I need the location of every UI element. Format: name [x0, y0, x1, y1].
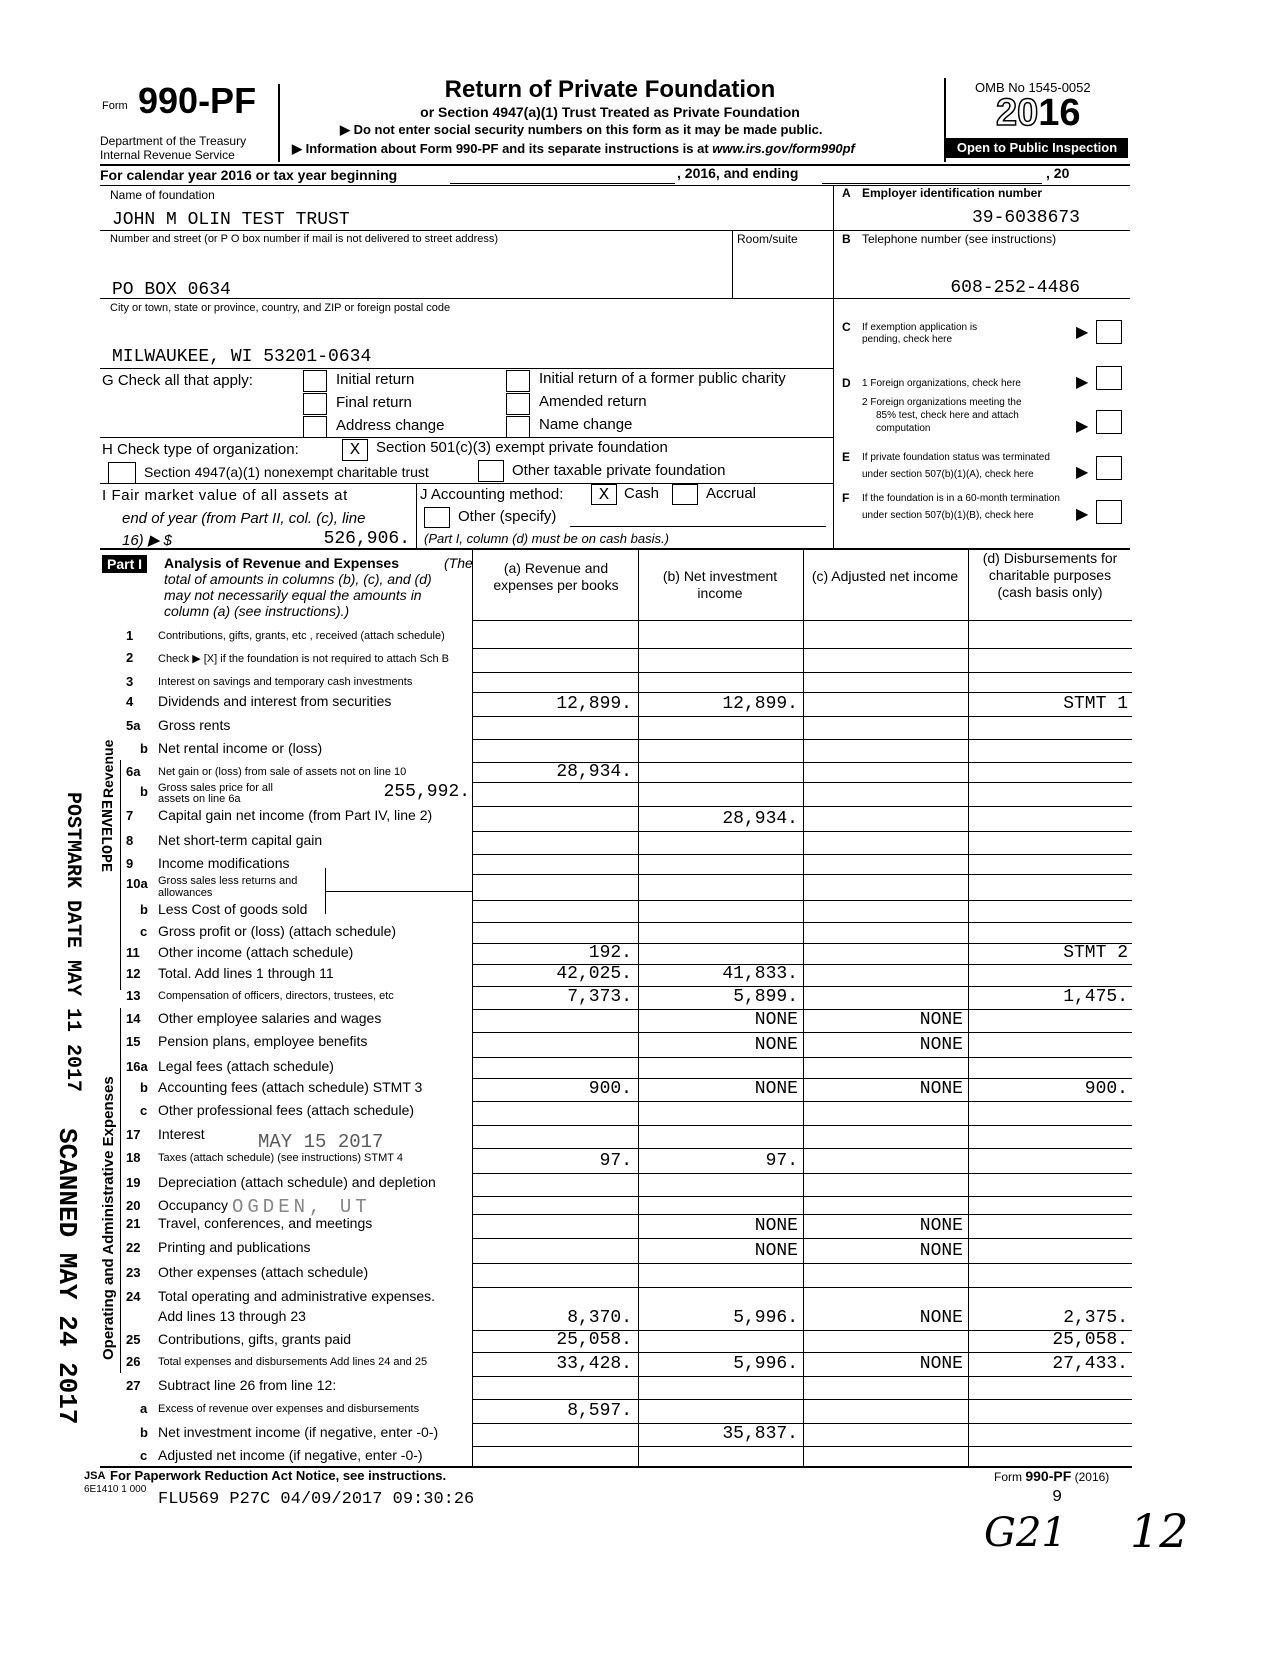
row-rule — [472, 1173, 1132, 1174]
cell-col-b: 41,833. — [722, 964, 798, 984]
line-number: 19 — [126, 1175, 141, 1190]
part1-desc-3: may not necessarily equal the amounts in — [164, 587, 422, 603]
j-accrual-label: Accrual — [706, 485, 757, 502]
i-line-1: I Fair market value of all assets at — [102, 487, 348, 504]
row-rule — [472, 1057, 1132, 1058]
side-label-expenses: Operating and Administrative Expenses — [100, 1076, 117, 1360]
row-rule — [472, 1101, 1132, 1102]
foundation-name: JOHN M OLIN TEST TRUST — [112, 210, 350, 230]
h-other-taxable-checkbox[interactable] — [478, 460, 504, 482]
row-rule — [472, 1446, 1132, 1447]
line-number: 26 — [126, 1354, 141, 1369]
cell-col-d: 27,433. — [1052, 1354, 1128, 1374]
g-name-change-checkbox[interactable] — [506, 416, 530, 438]
line-label: Other expenses (attach schedule) — [158, 1264, 369, 1280]
line-number: 4 — [126, 694, 134, 709]
d2-label-3: computation — [876, 423, 931, 434]
line-number: b — [140, 1080, 148, 1095]
line-number: 5a — [126, 718, 141, 733]
c-label-1: If exemption application is — [862, 322, 978, 333]
line-label: Other income (attach schedule) — [158, 944, 354, 960]
line-number: b — [140, 784, 148, 799]
cell-col-c: NONE — [919, 1079, 963, 1099]
line-number: c — [140, 924, 148, 939]
c-letter: C — [842, 320, 851, 334]
foundation-name-label: Name of foundation — [110, 188, 215, 202]
omb-number: OMB No 1545-0052 — [975, 80, 1091, 95]
g-label: G Check all that apply: — [102, 372, 253, 389]
cell-col-b: 12,899. — [722, 694, 798, 714]
twenty-label: , 20 — [1046, 165, 1070, 181]
col-c-header: (c) Adjusted net income — [811, 568, 959, 584]
line-label: Interest — [158, 1126, 205, 1142]
f-arrow: ▶ — [1076, 506, 1089, 523]
d1-arrow: ▶ — [1076, 374, 1089, 391]
j-label: J Accounting method: — [420, 486, 564, 503]
d-letter: D — [842, 376, 851, 390]
g-former-charity-checkbox[interactable] — [506, 370, 530, 392]
j-cash-checkbox[interactable]: X — [591, 484, 617, 505]
ein-label: Employer identification number — [862, 186, 1043, 200]
handwritten-mark-1: G21 — [984, 1510, 1067, 1556]
row-rule — [472, 1238, 1132, 1239]
col-d-header: (d) Disbursements for charitable purposes (cash basis only) — [982, 550, 1118, 600]
line-label: Total expenses and disbursements Add lines 24 and 25 — [158, 1356, 428, 1368]
line-number: 17 — [126, 1127, 141, 1142]
cell-col-d: 2,375. — [1063, 1308, 1128, 1328]
line-number: 23 — [126, 1265, 141, 1280]
row-rule — [472, 1376, 1132, 1377]
cell-col-b: NONE — [754, 1079, 798, 1099]
row-rule — [472, 1423, 1132, 1424]
cell-col-a: 192. — [588, 943, 632, 963]
row-rule — [472, 922, 1132, 923]
line-number: 15 — [126, 1034, 141, 1049]
row-rule — [472, 1148, 1132, 1149]
g-former-charity-label: Initial return of a former public charity — [539, 370, 786, 387]
irs-label: Internal Revenue Service — [100, 148, 235, 162]
f-letter: F — [842, 491, 850, 505]
row-rule — [472, 831, 1132, 832]
line-number: 27 — [126, 1378, 141, 1393]
g-address-change-label: Address change — [336, 417, 445, 434]
paperwork-notice: For Paperwork Reduction Act Notice, see instructions. — [110, 1468, 447, 1483]
line-number: 16a — [126, 1059, 148, 1074]
footer-form-year: (2016) — [1074, 1470, 1110, 1484]
cell-col-b: NONE — [754, 1216, 798, 1236]
line-label: Contributions, gifts, grants paid — [158, 1331, 351, 1347]
line-label: Total operating and administrative expenses. — [158, 1288, 436, 1304]
line-label: Gross sales price for all assets on line 6a — [158, 783, 273, 805]
h-4947-label: Section 4947(a)(1) nonexempt charitable trust — [144, 464, 429, 480]
jsa-label: JSA — [84, 1470, 106, 1482]
g-initial-return-checkbox[interactable] — [303, 370, 327, 392]
ein-value: 39-6038673 — [971, 208, 1080, 228]
row-rule — [472, 1214, 1132, 1215]
f-label-1: If the foundation is in a 60-month termination — [862, 493, 1060, 504]
row-rule — [472, 739, 1132, 740]
line-number: 6a — [126, 764, 141, 779]
line-number: 18 — [126, 1150, 141, 1165]
line-label: Compensation of officers, directors, trustees, etc — [158, 990, 394, 1002]
batch-stamp: FLU569 P27C 04/09/2017 09:30:26 — [158, 1490, 475, 1509]
g-amended-return-label: Amended return — [539, 393, 647, 410]
line-label: Less Cost of goods sold — [158, 901, 308, 917]
line-label: Printing and publications — [158, 1239, 311, 1255]
row-rule — [472, 1352, 1132, 1353]
cell-col-a: 900. — [588, 1079, 632, 1099]
cell-col-a: 33,428. — [556, 1354, 632, 1374]
cell-col-a: 8,370. — [567, 1308, 632, 1328]
c-label-2: pending, check here — [862, 334, 953, 345]
h-501c3-checkbox[interactable]: X — [342, 439, 368, 461]
part1-desc-2: total of amounts in columns (b), (c), and (d) — [164, 571, 432, 587]
row-rule — [472, 648, 1132, 649]
calendar-year-label: For calendar year 2016 or tax year beginning — [100, 167, 398, 183]
g-amended-return-checkbox[interactable] — [506, 393, 530, 415]
i-line-3: 16) ▶ $ — [122, 532, 172, 549]
tax-year — [996, 92, 1081, 134]
line-number: 14 — [126, 1011, 141, 1026]
line-label: Legal fees (attach schedule) — [158, 1058, 334, 1074]
line-label: Dividends and interest from securities — [158, 693, 392, 709]
d2-arrow: ▶ — [1076, 418, 1089, 435]
line-label: Accounting fees (attach schedule) STMT 3 — [158, 1079, 423, 1095]
received-stamp: MAY 15 2017 — [258, 1131, 384, 1153]
info-notice-text: ▶ Information about Form 990-PF and its separate instructions is at — [292, 141, 713, 156]
row-rule — [472, 1196, 1132, 1197]
line-number: c — [140, 1448, 148, 1463]
room-suite-label: Room/suite — [737, 232, 798, 246]
line-number: 9 — [126, 856, 134, 871]
line-number: 25 — [126, 1332, 141, 1347]
j-other-label: Other (specify) — [458, 508, 557, 525]
line-number: 1 — [126, 628, 134, 643]
j-cash-basis-note: (Part I, column (d) must be on cash basis.) — [424, 531, 669, 546]
e-letter: E — [842, 450, 851, 464]
f-60month-checkbox[interactable] — [1096, 500, 1122, 524]
footer-form-num: 990-PF — [1025, 1468, 1072, 1484]
ssn-notice: ▶ Do not enter social security numbers on this form as it may be made public. — [340, 122, 823, 137]
row-rule — [472, 1263, 1132, 1264]
row-rule — [472, 1009, 1132, 1010]
row-rule — [472, 782, 1132, 783]
e-label-1: If private foundation status was terminated — [862, 452, 1050, 463]
row-rule — [472, 900, 1132, 901]
line-number: c — [140, 1103, 148, 1118]
cell-col-a: 25,058. — [556, 1330, 632, 1350]
line-label: Add lines 13 through 23 — [158, 1308, 306, 1324]
d2-85pct-checkbox[interactable] — [1096, 410, 1122, 434]
line-number: b — [140, 741, 148, 756]
form-label: Form — [102, 100, 128, 112]
form-subtitle: or Section 4947(a)(1) Trust Treated as Private Foundation — [420, 104, 800, 120]
form-title: Return of Private Foundation — [444, 76, 776, 103]
part1-title: Analysis of Revenue and Expenses — [164, 555, 399, 571]
line-label: Interest on savings and temporary cash investments — [158, 676, 413, 688]
d2-label-1: 2 Foreign organizations meeting the — [862, 397, 1022, 408]
line-label: Other employee salaries and wages — [158, 1010, 382, 1026]
line-number: 10a — [126, 876, 148, 891]
g-initial-return-label: Initial return — [336, 371, 415, 388]
line-label: Income modifications — [158, 855, 290, 871]
f-label-2: under section 507(b)(1)(B), check here — [862, 510, 1034, 521]
irs-url[interactable]: www.irs.gov/form990pf — [712, 141, 855, 156]
line-label: Travel, conferences, and meetings — [158, 1215, 373, 1231]
line-label: Gross profit or (loss) (attach schedule) — [158, 923, 397, 939]
line-label: Gross sales less returns and allowances — [158, 875, 298, 899]
line-label: Taxes (attach schedule) (see instructions) STMT 4 — [158, 1152, 403, 1164]
col-a-header: (a) Revenue and expenses per books — [493, 560, 619, 593]
ein-letter: A — [842, 186, 851, 200]
line-number: 13 — [126, 988, 141, 1003]
footer-form-ref — [994, 1468, 1109, 1484]
line-label: Check ▶ [X] if the foundation is not required to attach Sch B — [158, 653, 449, 665]
cell-col-d: 25,058. — [1052, 1330, 1128, 1350]
handwritten-mark-2: 12 — [1130, 1504, 1189, 1558]
cell-col-b: 5,899. — [733, 987, 798, 1007]
line-number: 3 — [126, 674, 134, 689]
line-label: Depreciation (attach schedule) and depletion — [158, 1174, 436, 1190]
dept-treasury: Department of the Treasury — [100, 134, 247, 148]
line-number: 20 — [126, 1198, 141, 1213]
side-label-revenue: Revenue — [100, 739, 116, 798]
part1-tag: Part I — [102, 555, 147, 573]
and-ending-label: , 2016, and ending — [677, 165, 799, 181]
line-number: 12 — [126, 966, 141, 981]
cell-col-b: 5,996. — [733, 1308, 798, 1328]
line-number: b — [140, 902, 148, 917]
line-number: 22 — [126, 1240, 141, 1255]
row-rule — [472, 1287, 1132, 1288]
cell-col-d: STMT 1 — [1063, 694, 1128, 714]
cell-col-d: STMT 2 — [1063, 943, 1128, 963]
line-label: Adjusted net income (if negative, enter -0-) — [158, 1447, 423, 1463]
cell-col-a: 97. — [599, 1151, 632, 1171]
row-rule — [472, 854, 1132, 855]
cell-col-a: 7,373. — [567, 987, 632, 1007]
row-rule — [472, 874, 1132, 875]
line-label: Contributions, gifts, grants, etc , received (attach schedule) — [158, 630, 445, 642]
g-final-return-checkbox[interactable] — [303, 393, 327, 415]
ogden-stamp: OGDEN, UT — [232, 1196, 371, 1218]
cell-col-c: NONE — [919, 1241, 963, 1261]
d2-label-2: 85% test, check here and attach — [876, 410, 1019, 421]
open-public-badge: Open to Public Inspection — [946, 138, 1128, 158]
j-cash-label: Cash — [624, 485, 660, 502]
form-code: 6E1410 1 000 — [84, 1484, 147, 1495]
phone-letter: B — [842, 232, 851, 246]
cell-col-d: 900. — [1084, 1079, 1128, 1099]
line-number: 8 — [126, 833, 134, 848]
envelope-stamp: ENVELOPE — [97, 800, 114, 873]
street-label: Number and street (or P O box number if mail is not delivered to street address) — [110, 233, 499, 245]
postmark-stamp: POSTMARK DATE MAY 11 2017 — [61, 792, 84, 1093]
line-number: a — [140, 1401, 148, 1416]
row-rule — [472, 1399, 1132, 1400]
line-label: Net gain or (loss) from sale of assets not on line 10 — [158, 766, 407, 778]
cell-col-a: 12,899. — [556, 694, 632, 714]
cell-col-b: NONE — [754, 1241, 798, 1261]
cell-col-c: NONE — [919, 1010, 963, 1030]
form-number: 990-PF — [138, 80, 257, 121]
line-label: Pension plans, employee benefits — [158, 1033, 368, 1049]
d1-label: 1 Foreign organizations, check here — [862, 378, 1021, 389]
footer-form-prefix: Form — [994, 1470, 1022, 1484]
page-number: 9 — [1052, 1488, 1063, 1507]
g-address-change-checkbox[interactable] — [303, 416, 327, 438]
e-terminated-checkbox[interactable] — [1096, 456, 1122, 480]
row-rule — [472, 672, 1132, 673]
line-label: Subtract line 26 from line 12: — [158, 1377, 337, 1393]
j-accrual-checkbox[interactable] — [672, 484, 698, 505]
line-label: Net investment income (if negative, enter -0-) — [158, 1424, 439, 1440]
line-number: 7 — [126, 808, 134, 823]
line-number: 24 — [126, 1289, 141, 1304]
year-bold: 16 — [1038, 92, 1081, 134]
cell-col-c: NONE — [919, 1308, 963, 1328]
row-rule — [472, 806, 1132, 807]
cell-col-b: NONE — [754, 1010, 798, 1030]
cell-col-a: 28,934. — [556, 762, 632, 782]
cell-col-c: NONE — [919, 1354, 963, 1374]
fmv-value: 526,906. — [323, 529, 410, 549]
line-number: 11 — [126, 945, 140, 960]
cell-col-a: 8,597. — [567, 1401, 632, 1421]
city-state-zip: MILWAUKEE, WI 53201-0634 — [112, 347, 372, 367]
line-label: Gross rents — [158, 717, 231, 733]
street-address: PO BOX 0634 — [112, 280, 231, 300]
line-label: Occupancy — [158, 1197, 229, 1213]
line-label: Net short-term capital gain — [158, 832, 323, 848]
row-rule — [472, 1125, 1132, 1126]
city-label: City or town, state or province, country, and ZIP or foreign postal code — [110, 302, 451, 314]
info-notice — [292, 141, 855, 157]
e-label-2: under section 507(b)(1)(A), check here — [862, 469, 1034, 480]
line-label: Total. Add lines 1 through 11 — [158, 965, 334, 981]
row-rule — [472, 692, 1132, 693]
line-label: Capital gain net income (from Part IV, line 2) — [158, 807, 433, 823]
g-final-return-label: Final return — [336, 394, 412, 411]
phone-value: 608-252-4486 — [950, 278, 1080, 298]
d1-foreign-org-checkbox[interactable] — [1096, 366, 1122, 390]
h-other-taxable-label: Other taxable private foundation — [512, 462, 726, 479]
h-label: H Check type of organization: — [102, 441, 299, 458]
cell-col-b: 28,934. — [722, 809, 798, 829]
phone-label: Telephone number (see instructions) — [862, 232, 1057, 246]
line-label: Net rental income or (loss) — [158, 740, 323, 756]
c-exemption-pending-checkbox[interactable] — [1096, 320, 1122, 344]
scanned-stamp: SCANNED MAY 24 2017 — [52, 1128, 82, 1425]
i-line-2: end of year (from Part II, col. (c), line — [122, 510, 366, 527]
e-arrow: ▶ — [1076, 464, 1089, 481]
line-label: Other professional fees (attach schedule) — [158, 1102, 415, 1118]
cell-col-b: 35,837. — [722, 1424, 798, 1444]
cell-col-b: 5,996. — [733, 1354, 798, 1374]
row-rule — [472, 1032, 1132, 1033]
cell-col-d: 1,475. — [1063, 987, 1128, 1007]
part1-desc-1: (The — [444, 555, 473, 571]
line-6b-gross-sales: 255,992. — [383, 782, 470, 802]
h-501c3-label: Section 501(c)(3) exempt private foundation — [376, 439, 668, 456]
line-number: 2 — [126, 650, 134, 665]
cell-col-b: NONE — [754, 1035, 798, 1055]
col-b-header: (b) Net investment income — [662, 568, 778, 601]
line-label: Excess of revenue over expenses and disbursements — [158, 1403, 420, 1415]
h-4947-checkbox[interactable] — [108, 462, 136, 484]
cell-col-b: 97. — [765, 1151, 798, 1171]
cell-col-a: 42,025. — [556, 964, 632, 984]
line-number: 21 — [126, 1216, 141, 1231]
part1-desc-4: column (a) (see instructions).) — [164, 603, 350, 619]
cell-col-c: NONE — [919, 1035, 963, 1055]
row-rule — [472, 716, 1132, 717]
j-other-checkbox[interactable] — [424, 507, 450, 528]
year-outline: 20 — [996, 92, 1039, 134]
g-name-change-label: Name change — [539, 416, 633, 433]
c-arrow: ▶ — [1076, 324, 1089, 341]
line-number: b — [140, 1425, 148, 1440]
cell-col-c: NONE — [919, 1216, 963, 1236]
